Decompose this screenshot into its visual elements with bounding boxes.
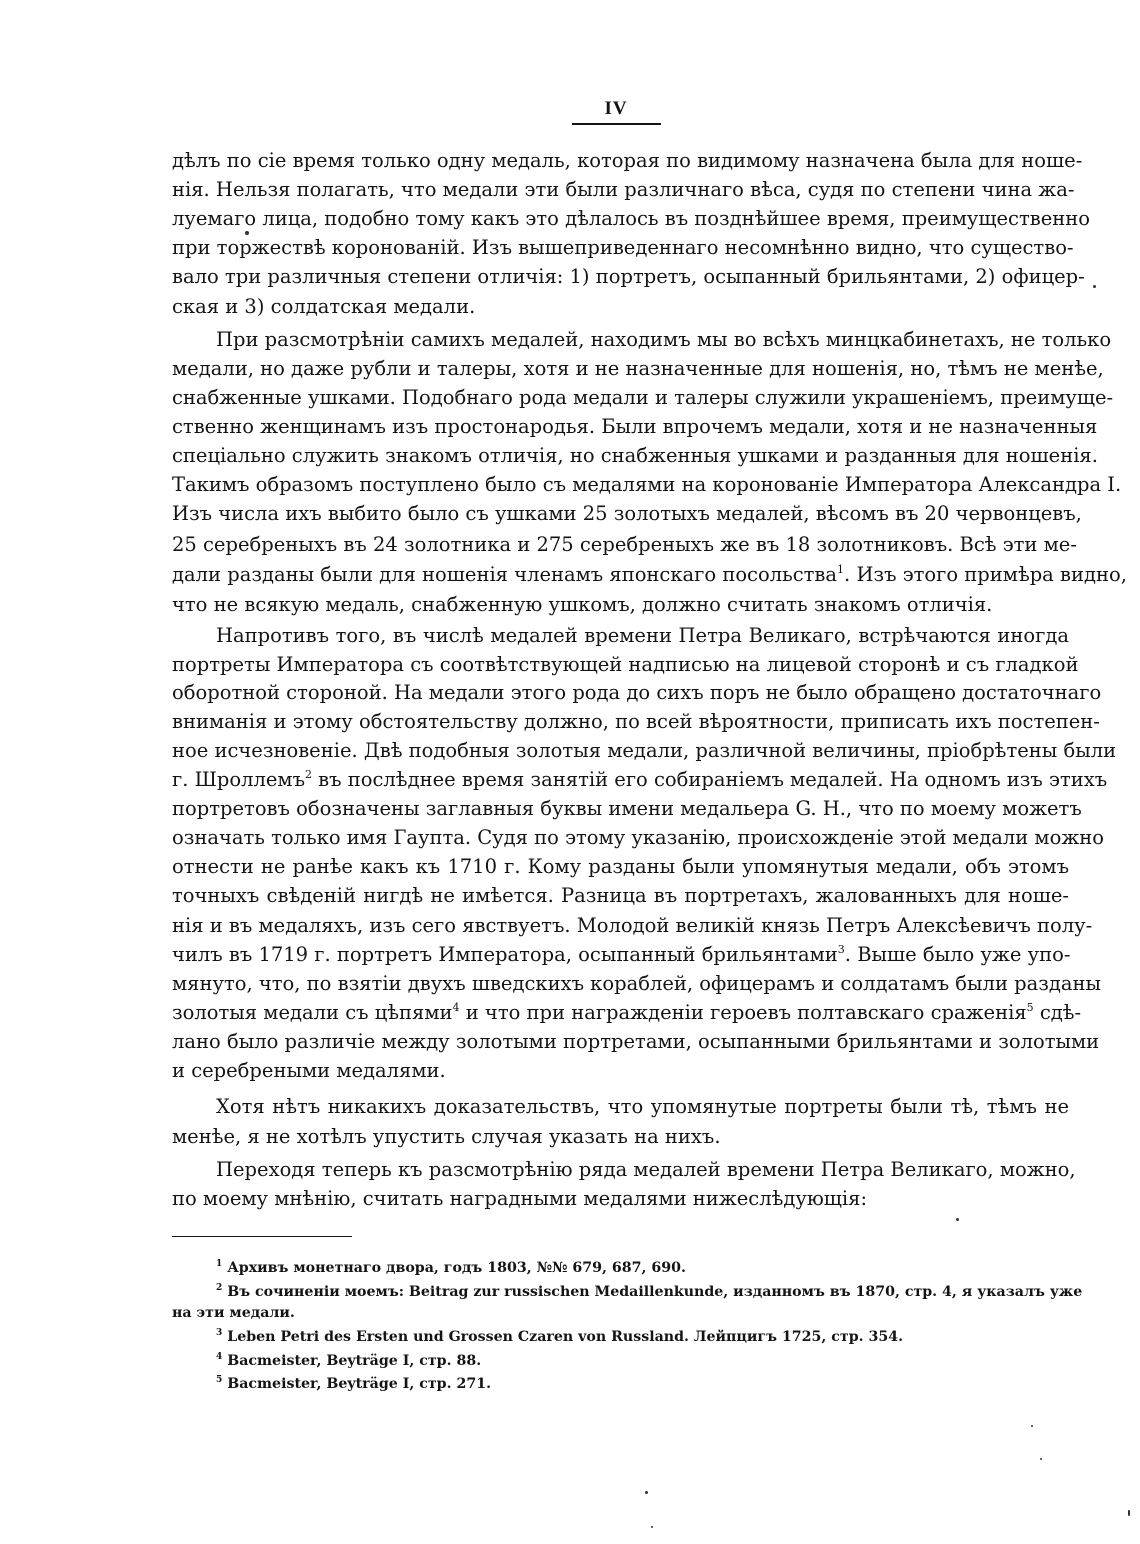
footnote-2 (216, 1281, 1083, 1303)
footnote-ref: 3 (837, 943, 845, 956)
text-line: спеціально служить знакомъ отличія, но снабженныя ушками и разданныя для ношенія. (172, 444, 1098, 467)
scan-speck (645, 1491, 648, 1494)
text-line: оборотной стороной. На медали этого рода до сихъ поръ не было обращено достаточнаго (172, 681, 1102, 704)
text-fragment: сдѣ- (1033, 1001, 1082, 1024)
footnote-ref: 2 (304, 768, 312, 781)
text-line: ская и 3) солдатская медали. (172, 295, 476, 318)
text-line (172, 940, 1069, 970)
text-line: при торжествѣ коронованій. Изъ вышеприведеннаго несомнѣнно видно, что существо- (172, 236, 1074, 259)
page-number-rule (572, 123, 661, 125)
text-fragment: дали разданы были для ношенія членамъ японскаго посольства (172, 563, 838, 586)
text-line: точныхъ свѣденій нигдѣ не имѣется. Разница въ портретахъ, жалованныхъ для ноше- (172, 884, 1069, 907)
footnote-5 (216, 1373, 1069, 1395)
footnote-ref: 4 (452, 1001, 460, 1014)
text-line (172, 998, 1082, 1028)
text-fragment: . Выше было уже упо- (844, 943, 1071, 966)
scan-speck (956, 1218, 959, 1221)
text-line: Такимъ образомъ поступлено было съ медалями на коронованіе Императора Александра I. (172, 473, 1122, 496)
footnote-text: Bacmeister, Beyträge I, стр. 271. (227, 1376, 492, 1392)
text-fragment: въ послѣднее время занятій его собираніемъ медалей. На одномъ изъ этихъ (311, 768, 1108, 791)
scan-speck (1040, 1458, 1042, 1460)
text-line: и серебреными медалями. (172, 1059, 446, 1082)
footnote-rule (172, 1236, 352, 1237)
text-line: что не всякую медаль, снабженную ушкомъ, должно считать знакомъ отличія. (172, 593, 993, 616)
footnote-marker: 1 (216, 1259, 223, 1269)
footnote-text: Bacmeister, Beyträge I, стр. 88. (227, 1353, 482, 1369)
footnote-text: Въ сочиненіи моемъ: Beitrag zur russischen Medaillenkunde, изданномъ въ 1870, стр. 4, я указалъ уже (227, 1284, 1083, 1300)
text-line: портреты Императора съ соотвѣтствующей надписью на лицевой сторонѣ и съ гладкой (172, 653, 1079, 676)
text-line (172, 560, 1127, 590)
footnote-3 (216, 1326, 1069, 1348)
text-line: луемаго лица, подобно тому какъ это дѣлалось въ позднѣйшее время, преимущественно (172, 207, 1090, 230)
text-line: означать только имя Гаупта. Судя по этому указанію, происхожденіе этой медали можно (172, 826, 1105, 849)
text-fragment: г. Шроллемъ (172, 768, 305, 791)
scan-speck (651, 1526, 653, 1528)
scan-speck (1128, 1510, 1130, 1516)
footnote-4 (216, 1350, 1069, 1372)
page-number: IV (604, 98, 628, 119)
text-line: менѣе, я не хотѣлъ упустить случая указать на нихъ. (172, 1125, 721, 1148)
text-line: снабженные ушками. Подобнаго рода медали и талеры служили украшеніемъ, преимуще- (172, 386, 1114, 409)
footnote-marker: 4 (216, 1352, 223, 1362)
footnote-marker: 3 (216, 1328, 223, 1338)
footnote-text: Leben Petri des Ersten und Grossen Czaren von Russland. Лейпцигъ 1725, стр. 354. (227, 1329, 904, 1345)
footnote-2-continued: на эти медали. (172, 1305, 295, 1321)
text-line: вниманія и этому обстоятельству должно, по всей вѣроятности, приписать ихъ постепен- (172, 710, 1100, 733)
text-fragment: золотыя медали съ цѣпями (172, 1001, 453, 1024)
scan-speck (1093, 285, 1096, 288)
text-fragment: и что при награжденіи героевъ полтавскаго сраженія (459, 1001, 1027, 1024)
footnote-marker: 5 (216, 1375, 223, 1385)
text-line: Изъ числа ихъ выбито было съ ушками 25 золотыхъ медалей, вѣсомъ въ 20 червонцевъ, (172, 502, 1082, 525)
text-line: Хотя нѣтъ никакихъ доказательствъ, что упомянутые портреты были тѣ, тѣмъ не (216, 1095, 1069, 1118)
scan-speck (245, 231, 249, 235)
footnote-marker: 2 (216, 1283, 223, 1293)
scan-speck (1031, 1425, 1033, 1427)
text-line: Переходя теперь къ разсмотрѣнію ряда медалей времени Петра Великаго, можно, (216, 1158, 1076, 1181)
footnote-1 (216, 1257, 1069, 1279)
text-fragment: чилъ въ 1719 г. портретъ Императора, осыпанный брильянтами (172, 943, 838, 966)
text-line: Напротивъ того, въ числѣ медалей времени Петра Великаго, встрѣчаются иногда (216, 624, 1069, 647)
text-line: 25 серебреныхъ въ 24 золотника и 275 серебреныхъ же въ 18 золотниковъ. Всѣ эти ме- (172, 533, 1077, 556)
footnote-text: Архивъ монетнаго двора, годъ 1803, №№ 679, 687, 690. (227, 1260, 686, 1276)
text-line: нія и въ медаляхъ, изъ сего явствуетъ. Молодой великій князь Петръ Алексѣевичъ полу- (172, 914, 1093, 937)
text-line: медали, но даже рубли и талеры, хотя и не назначенные для ношенія, но, тѣмъ не менѣе, (172, 357, 1104, 380)
text-line (172, 765, 1108, 795)
text-fragment: . Изъ этого примѣра видно, (844, 563, 1127, 586)
text-line: вало три различныя степени отличія: 1) портретъ, осыпанный брильянтами, 2) офицер- (172, 265, 1085, 288)
text-line: При разсмотрѣніи самихъ медалей, находимъ мы во всѣхъ минцкабинетахъ, не только (216, 328, 1112, 351)
text-line: ственно женщинамъ изъ простонародья. Были впрочемъ медали, хотя и не назначенныя (172, 415, 1098, 438)
footnote-ref: 1 (837, 563, 845, 576)
text-line: отнести не ранѣе какъ къ 1710 г. Кому разданы были упомянутыя медали, объ этомъ (172, 855, 1069, 878)
text-line: по моему мнѣнію, считать наградными медалями нижеслѣдующія: (172, 1187, 868, 1210)
text-line: портретовъ обозначены заглавныя буквы имени медальера G. H., что по моему можетъ (172, 797, 1082, 820)
text-line: дѣлъ по сіе время только одну медаль, которая по видимому назначена была для ноше- (172, 149, 1083, 172)
footnote-ref: 5 (1026, 1001, 1034, 1014)
text-line: нія. Нельзя полагать, что медали эти были различнаго вѣса, судя по степени чина жа- (172, 178, 1075, 201)
text-line: мянуто, что, по взятіи двухъ шведскихъ кораблей, офицерамъ и солдатамъ были разданы (172, 972, 1102, 995)
text-line: ное исчезновеніе. Двѣ подобныя золотыя медали, различной величины, пріобрѣтены были (172, 739, 1117, 762)
text-line: лано было различіе между золотыми портретами, осыпанными брильянтами и золотыми (172, 1030, 1100, 1053)
